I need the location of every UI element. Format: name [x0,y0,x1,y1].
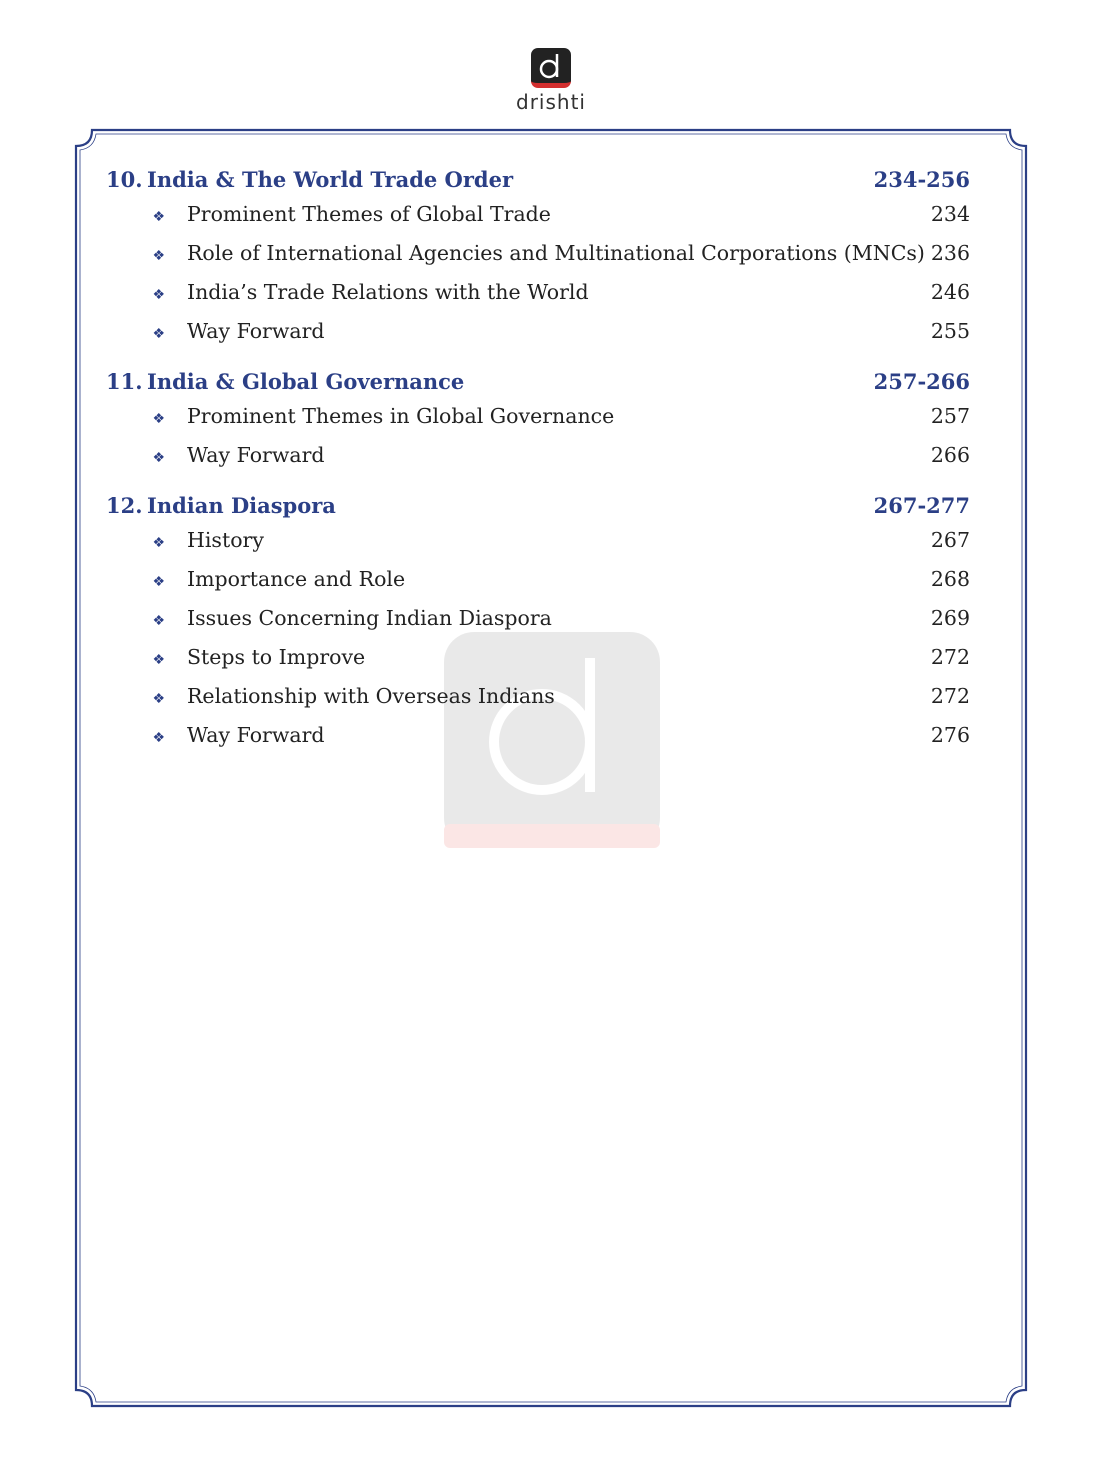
logo-wordmark: drishti [516,90,586,114]
diamond-bullet-icon: ❖ [152,326,165,342]
item-label: Prominent Themes of Global Trade [187,202,551,226]
section-title: Indian Diaspora [147,493,336,518]
diamond-bullet-icon: ❖ [152,613,165,629]
diamond-bullet-icon: ❖ [152,411,165,427]
diamond-bullet-icon: ❖ [152,730,165,746]
toc-section-12 [106,490,970,756]
item-label: Role of International Agencies and Multinational Corporations (MNCs) [187,241,925,265]
item-page: 246 [930,280,970,304]
item-label: Steps to Improve [187,645,366,669]
item-page: 234 [930,202,970,226]
toc-item[interactable] [106,678,970,717]
item-page: 236 [930,241,970,265]
toc-item[interactable] [106,561,970,600]
section-heading[interactable] [106,164,970,196]
section-number: 10. [106,167,143,192]
toc-item[interactable] [106,274,970,313]
item-page: 267 [930,528,970,552]
diamond-bullet-icon: ❖ [152,248,165,264]
section-number: 11. [106,369,143,394]
diamond-bullet-icon: ❖ [152,691,165,707]
item-page: 272 [930,645,970,669]
toc-item[interactable] [106,235,970,274]
item-page: 268 [930,567,970,591]
toc-section-10 [106,164,970,352]
section-title: India & Global Governance [147,369,465,394]
section-number: 12. [106,493,143,518]
section-page-range: 257-266 [873,369,970,394]
item-label: India’s Trade Relations with the World [187,280,589,304]
diamond-bullet-icon: ❖ [152,209,165,225]
item-page: 272 [930,684,970,708]
section-heading[interactable] [106,366,970,398]
section-heading[interactable] [106,490,970,522]
item-label: Relationship with Overseas Indians [187,684,555,708]
item-label: Way Forward [187,443,325,467]
item-label: Way Forward [187,723,325,747]
item-page: 255 [930,319,970,343]
item-label: Prominent Themes in Global Governance [187,404,615,428]
toc-item[interactable] [106,196,970,235]
item-page: 276 [930,723,970,747]
toc-item[interactable] [106,639,970,678]
diamond-bullet-icon: ❖ [152,287,165,303]
toc-item[interactable] [106,522,970,561]
diamond-bullet-icon: ❖ [152,450,165,466]
toc-item[interactable] [106,717,970,756]
item-label: Importance and Role [187,567,406,591]
toc-section-11 [106,366,970,476]
section-page-range: 234-256 [873,167,970,192]
toc-item[interactable] [106,398,970,437]
diamond-bullet-icon: ❖ [152,652,165,668]
item-page: 257 [930,404,970,428]
toc-item[interactable] [106,437,970,476]
item-label: Issues Concerning Indian Diaspora [187,606,552,630]
toc-item[interactable] [106,313,970,352]
item-page: 269 [930,606,970,630]
section-title: India & The World Trade Order [147,167,514,192]
diamond-bullet-icon: ❖ [152,574,165,590]
item-label: History [187,528,264,552]
table-of-contents [106,164,970,770]
item-label: Way Forward [187,319,325,343]
toc-item[interactable] [106,600,970,639]
diamond-bullet-icon: ❖ [152,535,165,551]
section-page-range: 267-277 [873,493,970,518]
item-page: 266 [930,443,970,467]
